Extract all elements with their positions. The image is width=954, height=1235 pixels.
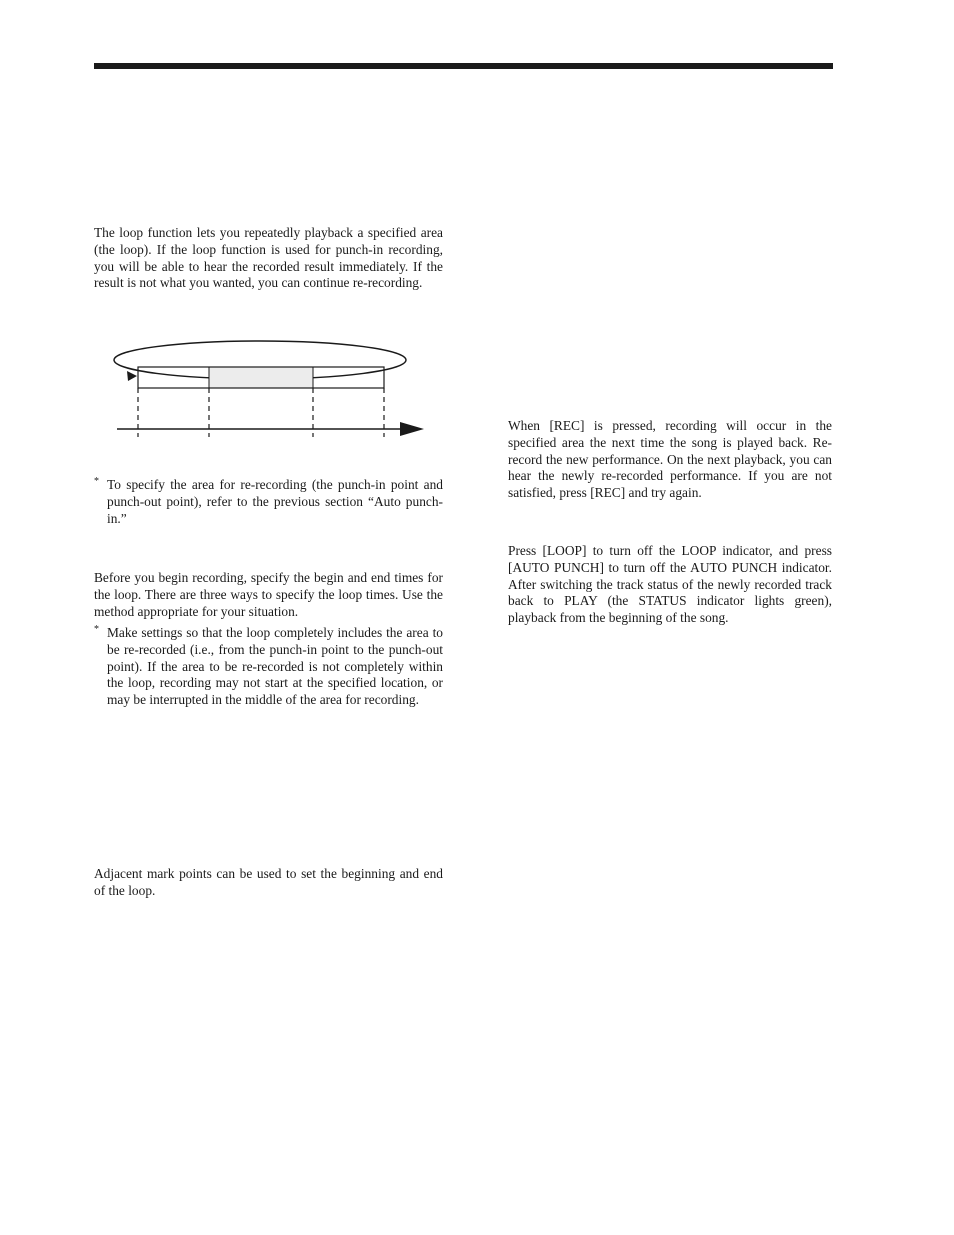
intro-paragraph: The loop function lets you repeatedly playback a specified area (the loop). If the loop function is used for punch-in recording, you will be able to hear the recorded result immediately. If the result is not what you wanted, you can continue re-recording. bbox=[94, 225, 443, 291]
diagram-note-text: To specify the area for re-recording (the punch-in point and punch-out point), refer to the previous section “Auto punch-in.” bbox=[107, 477, 443, 526]
loop-arrowhead bbox=[127, 371, 137, 381]
note-marker: * bbox=[94, 476, 99, 487]
punch-area bbox=[209, 367, 313, 388]
header-rule bbox=[94, 63, 833, 69]
timeline-arrowhead bbox=[400, 422, 424, 436]
specify-intro-paragraph: Before you begin recording, specify the begin and end times for the loop. There are three ways to specify the loop times. Use the method appropriate for your situation. bbox=[94, 570, 443, 619]
mark-points-paragraph: Adjacent mark points can be used to set the beginning and end of the loop. bbox=[94, 866, 443, 898]
loop-diagram bbox=[110, 338, 430, 444]
note-marker: * bbox=[94, 624, 99, 635]
specify-note-text: Make settings so that the loop completely includes the area to be re-recorded (i.e., from the punch-in point to the punch-out point). If the area to be re-recorded is not completely within the loop, recording may not start at the specified location, or may be interrupted in the middle of the area for recording. bbox=[107, 625, 443, 708]
diagram-note bbox=[94, 477, 443, 527]
rec-paragraph: When [REC] is pressed, recording will occur in the specified area the next time the song is played back. Re-record the new performance. On the next playback, you can hear the newly re-recorded performance. If you are not satisfied, press [REC] and try again. bbox=[508, 418, 832, 501]
finish-paragraph: Press [LOOP] to turn off the LOOP indicator, and press [AUTO PUNCH] to turn off the AUTO PUNCH indicator. After switching the track status of the newly recorded track back to PLAY (the STATUS indicator lights green), playback from the beginning of the song. bbox=[508, 543, 832, 626]
specify-note bbox=[94, 625, 443, 709]
